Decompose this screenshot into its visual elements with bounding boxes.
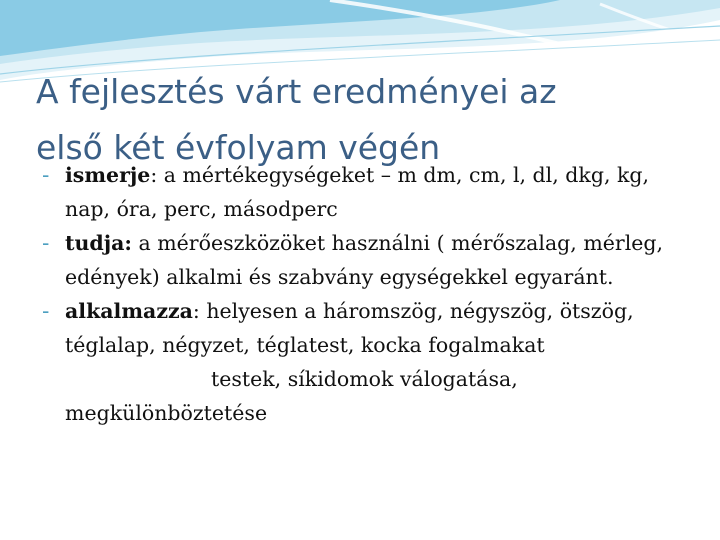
dash-bullet-icon: - [42,231,50,255]
item-keyword: ismerje [65,163,151,187]
list-item-alkalmazza [42,294,692,430]
item-text: : helyesen a háromszög, négyszög, ötszög, téglalap, négyzet, téglatest, kocka fogalmakat [65,299,634,357]
item-text: a mérőeszközöket használni ( mérőszalag, mérleg, edények) alkalmi és szabvány egységekkel egyaránt. [65,231,664,289]
list-item-tudja [42,226,692,294]
item-keyword: tudja: [65,231,132,255]
title-line-1: A fejlesztés várt eredményei az [36,72,557,111]
item-text-continuation: testek, síkidomok válogatása, megkülönböztetése [65,367,518,425]
item-keyword: alkalmazza [65,299,193,323]
dash-bullet-icon: - [42,299,50,323]
outcome-list [42,158,692,430]
dash-bullet-icon: - [42,163,50,187]
item-text: : a mértékegységeket – m dm, cm, l, dl, dkg, kg, nap, óra, perc, másodperc [65,163,650,221]
list-item-ismerje [42,158,692,226]
title-line-2: első két évfolyam végén [36,128,441,167]
